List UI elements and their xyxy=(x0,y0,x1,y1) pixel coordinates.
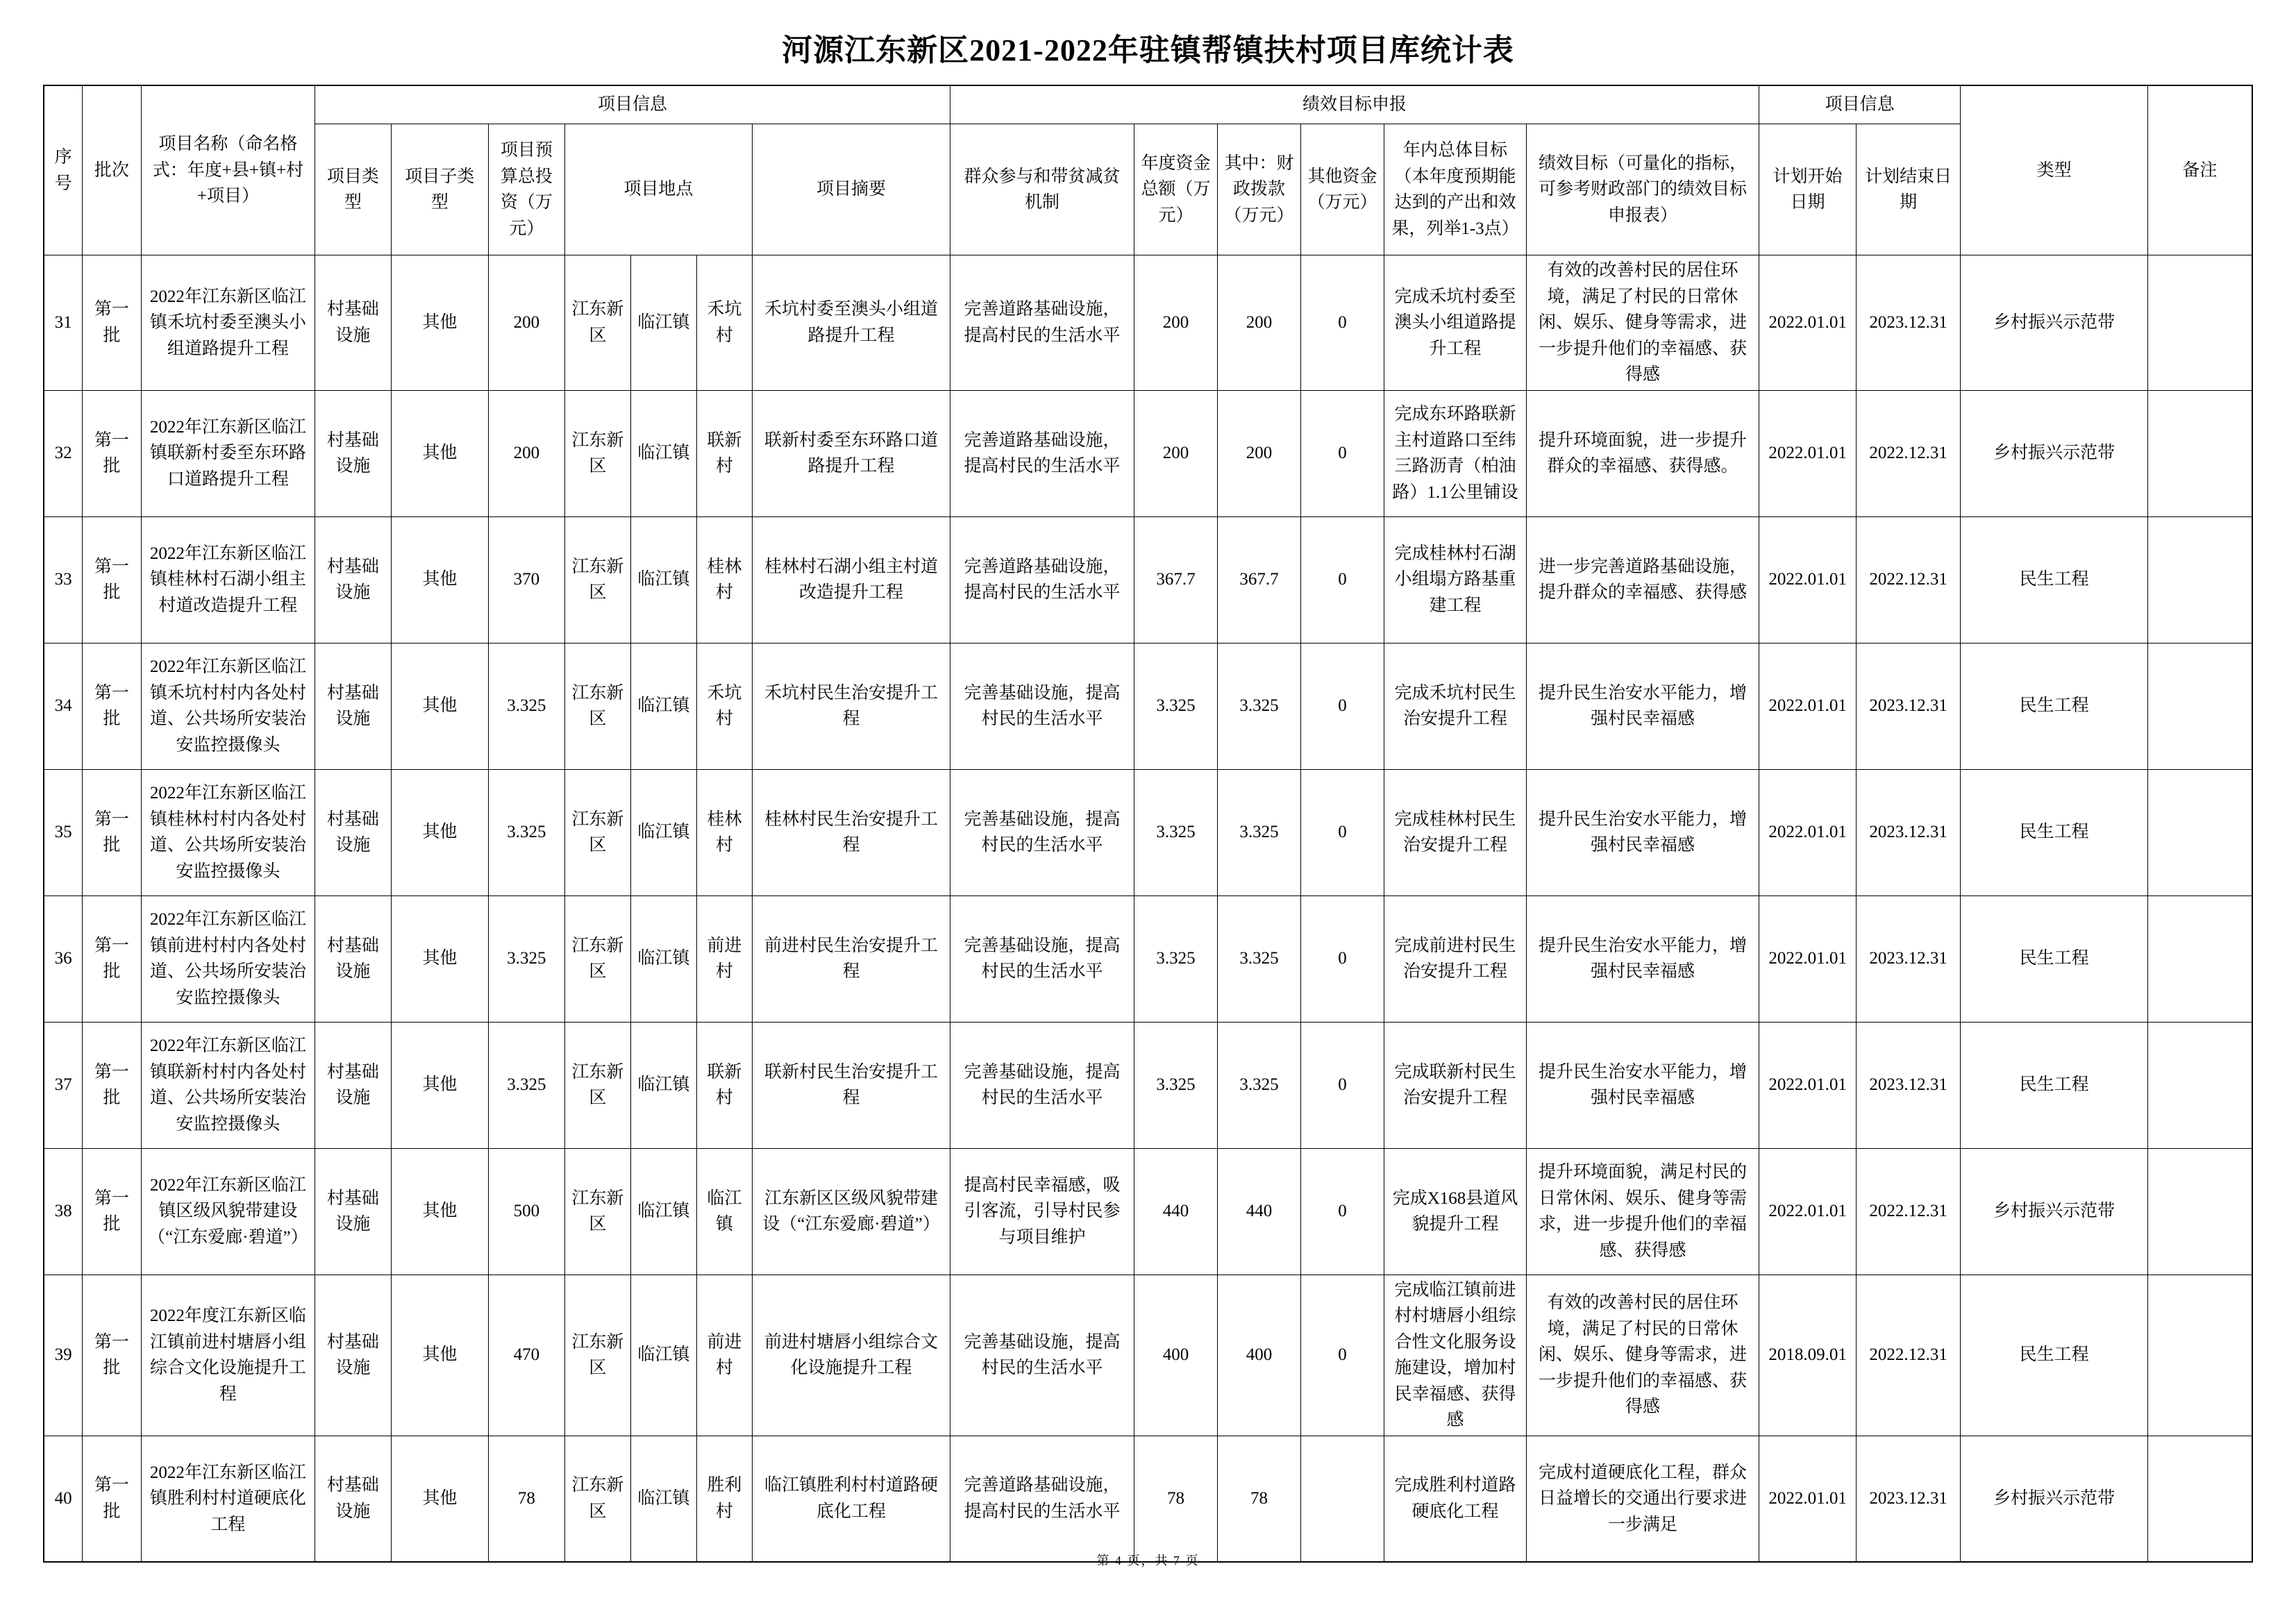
cell-type: 民生工程 xyxy=(1961,516,2148,643)
cell-project-name: 2022年江东新区临江镇禾坑村委至澳头小组道路提升工程 xyxy=(141,255,315,391)
cell-end-date: 2022.12.31 xyxy=(1857,1275,1961,1436)
table-row xyxy=(44,516,2252,643)
cell-remark xyxy=(2148,1436,2252,1562)
cell-perf-goal: 提升环境面貌，进一步提升群众的幸福感、获得感。 xyxy=(1527,390,1759,516)
col-header-type: 类型 xyxy=(1961,85,2148,255)
cell-annual-fund: 78 xyxy=(1134,1436,1218,1562)
cell-batch: 第一批 xyxy=(82,1436,141,1562)
cell-batch: 第一批 xyxy=(82,769,141,895)
cell-budget: 200 xyxy=(488,255,564,391)
cell-other-fund: 0 xyxy=(1301,1022,1384,1148)
cell-other-fund xyxy=(1301,1436,1384,1562)
cell-location-village: 前进村 xyxy=(696,1275,752,1436)
cell-annual-fund: 200 xyxy=(1134,390,1218,516)
col-header-location: 项目地点 xyxy=(564,124,752,255)
col-header-project-subtype: 项目子类型 xyxy=(391,124,488,255)
cell-batch: 第一批 xyxy=(82,1275,141,1436)
cell-location-town: 临江镇 xyxy=(630,895,696,1022)
cell-mechanism: 完善基础设施，提高村民的生活水平 xyxy=(950,1275,1134,1436)
cell-budget: 200 xyxy=(488,390,564,516)
cell-perf-goal: 提升环境面貌，满足村民的日常休闲、娱乐、健身等需求，进一步提升他们的幸福感、获得感 xyxy=(1527,1148,1759,1275)
table-row xyxy=(44,390,2252,516)
cell-seq: 31 xyxy=(44,255,82,391)
cell-project-type: 村基础设施 xyxy=(315,390,391,516)
cell-budget: 78 xyxy=(488,1436,564,1562)
cell-remark xyxy=(2148,516,2252,643)
col-group-project-info-2: 项目信息 xyxy=(1759,85,1961,124)
cell-perf-goal: 提升民生治安水平能力，增强村民幸福感 xyxy=(1527,643,1759,769)
cell-summary: 江东新区区级风貌带建设（“江东爱廊·碧道”） xyxy=(752,1148,950,1275)
cell-perf-goal: 提升民生治安水平能力，增强村民幸福感 xyxy=(1527,769,1759,895)
cell-project-subtype: 其他 xyxy=(391,769,488,895)
cell-end-date: 2023.12.31 xyxy=(1857,255,1961,391)
cell-annual-goal: 完成联新村民生治安提升工程 xyxy=(1384,1022,1527,1148)
cell-annual-fund: 3.325 xyxy=(1134,895,1218,1022)
cell-seq: 32 xyxy=(44,390,82,516)
col-header-summary: 项目摘要 xyxy=(752,124,950,255)
cell-project-type: 村基础设施 xyxy=(315,255,391,391)
cell-location-village: 联新村 xyxy=(696,390,752,516)
cell-annual-goal: 完成临江镇前进村村塘唇小组综合性文化服务设施建设，增加村民幸福感、获得感 xyxy=(1384,1275,1527,1436)
cell-annual-fund: 200 xyxy=(1134,255,1218,391)
cell-annual-goal: 完成禾坑村委至澳头小组道路提升工程 xyxy=(1384,255,1527,391)
cell-fiscal-fund: 3.325 xyxy=(1218,643,1301,769)
cell-seq: 35 xyxy=(44,769,82,895)
cell-type: 民生工程 xyxy=(1961,895,2148,1022)
cell-location-town: 临江镇 xyxy=(630,255,696,391)
cell-seq: 37 xyxy=(44,1022,82,1148)
cell-location-village: 联新村 xyxy=(696,1022,752,1148)
page-title: 河源江东新区2021-2022年驻镇帮镇扶村项目库统计表 xyxy=(782,33,1514,67)
cell-location-village: 前进村 xyxy=(696,895,752,1022)
cell-location-district: 江东新区 xyxy=(564,1148,630,1275)
col-header-annual-fund: 年度资金总额（万元） xyxy=(1134,124,1218,255)
cell-remark xyxy=(2148,1022,2252,1148)
cell-project-name: 2022年江东新区临江镇联新村委至东环路口道路提升工程 xyxy=(141,390,315,516)
table-row xyxy=(44,769,2252,895)
cell-project-type: 村基础设施 xyxy=(315,1275,391,1436)
cell-type: 民生工程 xyxy=(1961,643,2148,769)
cell-annual-fund: 400 xyxy=(1134,1275,1218,1436)
cell-location-village: 禾坑村 xyxy=(696,643,752,769)
cell-mechanism: 完善道路基础设施，提高村民的生活水平 xyxy=(950,1436,1134,1562)
cell-other-fund: 0 xyxy=(1301,643,1384,769)
cell-fiscal-fund: 400 xyxy=(1218,1275,1301,1436)
cell-type: 乡村振兴示范带 xyxy=(1961,1148,2148,1275)
cell-location-town: 临江镇 xyxy=(630,643,696,769)
cell-remark xyxy=(2148,255,2252,391)
cell-start-date: 2022.01.01 xyxy=(1759,643,1857,769)
col-header-project-name: 项目名称（命名格式：年度+县+镇+村+项目） xyxy=(141,85,315,255)
table-row xyxy=(44,643,2252,769)
cell-batch: 第一批 xyxy=(82,895,141,1022)
cell-type: 乡村振兴示范带 xyxy=(1961,1436,2148,1562)
cell-location-district: 江东新区 xyxy=(564,516,630,643)
col-header-annual-goal: 年内总体目标（本年度预期能达到的产出和效果，列举1-3点） xyxy=(1384,124,1527,255)
col-header-batch: 批次 xyxy=(82,85,141,255)
cell-batch: 第一批 xyxy=(82,643,141,769)
cell-batch: 第一批 xyxy=(82,390,141,516)
cell-seq: 36 xyxy=(44,895,82,1022)
table-row xyxy=(44,1148,2252,1275)
cell-project-subtype: 其他 xyxy=(391,895,488,1022)
cell-summary: 前进村塘唇小组综合文化设施提升工程 xyxy=(752,1275,950,1436)
table-row xyxy=(44,1022,2252,1148)
cell-project-name: 2022年江东新区临江镇前进村村内各处村道、公共场所安装治安监控摄像头 xyxy=(141,895,315,1022)
cell-location-district: 江东新区 xyxy=(564,390,630,516)
cell-annual-goal: 完成胜利村道路硬底化工程 xyxy=(1384,1436,1527,1562)
cell-type: 乡村振兴示范带 xyxy=(1961,255,2148,391)
cell-mechanism: 完善道路基础设施，提高村民的生活水平 xyxy=(950,516,1134,643)
header-row-groups xyxy=(44,85,2252,124)
cell-budget: 370 xyxy=(488,516,564,643)
col-group-performance: 绩效目标申报 xyxy=(950,85,1759,124)
cell-summary: 前进村民生治安提升工程 xyxy=(752,895,950,1022)
cell-annual-fund: 3.325 xyxy=(1134,643,1218,769)
cell-annual-fund: 440 xyxy=(1134,1148,1218,1275)
cell-remark xyxy=(2148,769,2252,895)
cell-remark xyxy=(2148,895,2252,1022)
cell-location-district: 江东新区 xyxy=(564,895,630,1022)
cell-end-date: 2022.12.31 xyxy=(1857,390,1961,516)
cell-mechanism: 完善道路基础设施，提高村民的生活水平 xyxy=(950,390,1134,516)
cell-annual-fund: 3.325 xyxy=(1134,1022,1218,1148)
cell-fiscal-fund: 367.7 xyxy=(1218,516,1301,643)
cell-perf-goal: 提升民生治安水平能力，增强村民幸福感 xyxy=(1527,895,1759,1022)
cell-location-village: 临江镇 xyxy=(696,1148,752,1275)
table-row xyxy=(44,255,2252,391)
cell-start-date: 2022.01.01 xyxy=(1759,390,1857,516)
cell-annual-goal: 完成东环路联新主村道路口至纬三路沥青（柏油路）1.1公里铺设 xyxy=(1384,390,1527,516)
table-row xyxy=(44,1436,2252,1562)
cell-fiscal-fund: 440 xyxy=(1218,1148,1301,1275)
cell-budget: 3.325 xyxy=(488,1022,564,1148)
cell-perf-goal: 进一步完善道路基础设施，提升群众的幸福感、获得感 xyxy=(1527,516,1759,643)
cell-mechanism: 完善基础设施，提高村民的生活水平 xyxy=(950,1022,1134,1148)
cell-project-type: 村基础设施 xyxy=(315,769,391,895)
cell-project-name: 2022年江东新区临江镇禾坑村村内各处村道、公共场所安装治安监控摄像头 xyxy=(141,643,315,769)
cell-seq: 33 xyxy=(44,516,82,643)
cell-budget: 500 xyxy=(488,1148,564,1275)
cell-project-subtype: 其他 xyxy=(391,643,488,769)
cell-other-fund: 0 xyxy=(1301,1275,1384,1436)
col-header-start-date: 计划开始日期 xyxy=(1759,124,1857,255)
cell-annual-goal: 完成桂林村石湖小组塌方路基重建工程 xyxy=(1384,516,1527,643)
cell-other-fund: 0 xyxy=(1301,895,1384,1022)
cell-project-subtype: 其他 xyxy=(391,1148,488,1275)
col-header-budget: 项目预算总投资（万元） xyxy=(488,124,564,255)
cell-location-village: 胜利村 xyxy=(696,1436,752,1562)
cell-project-type: 村基础设施 xyxy=(315,1436,391,1562)
cell-end-date: 2023.12.31 xyxy=(1857,643,1961,769)
cell-start-date: 2022.01.01 xyxy=(1759,255,1857,391)
cell-mechanism: 提高村民幸福感，吸引客流，引导村民参与项目维护 xyxy=(950,1148,1134,1275)
cell-start-date: 2022.01.01 xyxy=(1759,1022,1857,1148)
cell-other-fund: 0 xyxy=(1301,769,1384,895)
cell-type: 民生工程 xyxy=(1961,1022,2148,1148)
cell-budget: 3.325 xyxy=(488,895,564,1022)
cell-location-district: 江东新区 xyxy=(564,769,630,895)
cell-perf-goal: 提升民生治安水平能力，增强村民幸福感 xyxy=(1527,1022,1759,1148)
cell-summary: 联新村民生治安提升工程 xyxy=(752,1022,950,1148)
cell-other-fund: 0 xyxy=(1301,516,1384,643)
cell-project-subtype: 其他 xyxy=(391,516,488,643)
cell-seq: 39 xyxy=(44,1275,82,1436)
cell-project-name: 2022年度江东新区临江镇前进村塘唇小组综合文化设施提升工程 xyxy=(141,1275,315,1436)
cell-annual-fund: 3.325 xyxy=(1134,769,1218,895)
cell-location-town: 临江镇 xyxy=(630,1022,696,1148)
cell-project-name: 2022年江东新区临江镇联新村村内各处村道、公共场所安装治安监控摄像头 xyxy=(141,1022,315,1148)
col-header-mechanism: 群众参与和带贫减贫机制 xyxy=(950,124,1134,255)
header-row-columns xyxy=(44,124,2252,255)
cell-seq: 40 xyxy=(44,1436,82,1562)
cell-batch: 第一批 xyxy=(82,516,141,643)
cell-batch: 第一批 xyxy=(82,1148,141,1275)
cell-annual-goal: 完成禾坑村民生治安提升工程 xyxy=(1384,643,1527,769)
cell-start-date: 2022.01.01 xyxy=(1759,1148,1857,1275)
cell-seq: 34 xyxy=(44,643,82,769)
cell-location-town: 临江镇 xyxy=(630,1148,696,1275)
col-header-remark: 备注 xyxy=(2148,85,2252,255)
cell-project-subtype: 其他 xyxy=(391,1022,488,1148)
cell-fiscal-fund: 3.325 xyxy=(1218,769,1301,895)
cell-location-district: 江东新区 xyxy=(564,1436,630,1562)
cell-fiscal-fund: 3.325 xyxy=(1218,1022,1301,1148)
cell-budget: 3.325 xyxy=(488,769,564,895)
cell-location-town: 临江镇 xyxy=(630,769,696,895)
cell-other-fund: 0 xyxy=(1301,255,1384,391)
col-header-other-fund: 其他资金（万元） xyxy=(1301,124,1384,255)
cell-perf-goal: 完成村道硬底化工程，群众日益增长的交通出行要求进一步满足 xyxy=(1527,1436,1759,1562)
cell-summary: 桂林村民生治安提升工程 xyxy=(752,769,950,895)
cell-fiscal-fund: 3.325 xyxy=(1218,895,1301,1022)
cell-type: 民生工程 xyxy=(1961,769,2148,895)
cell-mechanism: 完善道路基础设施，提高村民的生活水平 xyxy=(950,255,1134,391)
col-header-perf-goal: 绩效目标（可量化的指标，可参考财政部门的绩效目标申报表） xyxy=(1527,124,1759,255)
cell-location-town: 临江镇 xyxy=(630,1275,696,1436)
cell-perf-goal: 有效的改善村民的居住环境，满足了村民的日常休闲、娱乐、健身等需求，进一步提升他们的幸福感、获得感 xyxy=(1527,255,1759,391)
cell-project-subtype: 其他 xyxy=(391,1436,488,1562)
cell-location-district: 江东新区 xyxy=(564,1275,630,1436)
cell-end-date: 2022.12.31 xyxy=(1857,516,1961,643)
cell-location-town: 临江镇 xyxy=(630,390,696,516)
cell-fiscal-fund: 200 xyxy=(1218,390,1301,516)
page-footer: 第 4 页，共 7 页 xyxy=(1096,1554,1200,1567)
cell-mechanism: 完善基础设施，提高村民的生活水平 xyxy=(950,895,1134,1022)
cell-project-name: 2022年江东新区临江镇桂林村石湖小组主村道改造提升工程 xyxy=(141,516,315,643)
cell-budget: 470 xyxy=(488,1275,564,1436)
col-group-project-info: 项目信息 xyxy=(315,85,950,124)
cell-seq: 38 xyxy=(44,1148,82,1275)
cell-location-village: 禾坑村 xyxy=(696,255,752,391)
cell-start-date: 2018.09.01 xyxy=(1759,1275,1857,1436)
cell-remark xyxy=(2148,390,2252,516)
cell-fiscal-fund: 78 xyxy=(1218,1436,1301,1562)
cell-project-type: 村基础设施 xyxy=(315,1022,391,1148)
cell-end-date: 2023.12.31 xyxy=(1857,1436,1961,1562)
cell-summary: 临江镇胜利村村道路硬底化工程 xyxy=(752,1436,950,1562)
cell-annual-fund: 367.7 xyxy=(1134,516,1218,643)
cell-summary: 禾坑村委至澳头小组道路提升工程 xyxy=(752,255,950,391)
cell-remark xyxy=(2148,643,2252,769)
cell-end-date: 2023.12.31 xyxy=(1857,769,1961,895)
cell-perf-goal: 有效的改善村民的居住环境，满足了村民的日常休闲、娱乐、健身等需求，进一步提升他们的幸福感、获得感 xyxy=(1527,1275,1759,1436)
cell-location-village: 桂林村 xyxy=(696,516,752,643)
cell-project-type: 村基础设施 xyxy=(315,516,391,643)
cell-project-subtype: 其他 xyxy=(391,1275,488,1436)
cell-other-fund: 0 xyxy=(1301,1148,1384,1275)
cell-start-date: 2022.01.01 xyxy=(1759,769,1857,895)
cell-fiscal-fund: 200 xyxy=(1218,255,1301,391)
col-header-fiscal: 其中：财政拨款（万元） xyxy=(1218,124,1301,255)
cell-location-district: 江东新区 xyxy=(564,255,630,391)
cell-project-name: 2022年江东新区临江镇区级风貌带建设（“江东爱廊·碧道”） xyxy=(141,1148,315,1275)
cell-project-name: 2022年江东新区临江镇桂林村村内各处村道、公共场所安装治安监控摄像头 xyxy=(141,769,315,895)
cell-end-date: 2023.12.31 xyxy=(1857,1022,1961,1148)
cell-location-town: 临江镇 xyxy=(630,1436,696,1562)
cell-annual-goal: 完成X168县道风貌提升工程 xyxy=(1384,1148,1527,1275)
cell-end-date: 2022.12.31 xyxy=(1857,1148,1961,1275)
cell-other-fund: 0 xyxy=(1301,390,1384,516)
project-table xyxy=(43,85,2252,1563)
col-header-project-type: 项目类型 xyxy=(315,124,391,255)
cell-budget: 3.325 xyxy=(488,643,564,769)
cell-annual-goal: 完成前进村民生治安提升工程 xyxy=(1384,895,1527,1022)
cell-mechanism: 完善基础设施，提高村民的生活水平 xyxy=(950,769,1134,895)
cell-summary: 联新村委至东环路口道路提升工程 xyxy=(752,390,950,516)
cell-project-type: 村基础设施 xyxy=(315,1148,391,1275)
cell-remark xyxy=(2148,1148,2252,1275)
cell-batch: 第一批 xyxy=(82,1022,141,1148)
cell-remark xyxy=(2148,1275,2252,1436)
cell-batch: 第一批 xyxy=(82,255,141,391)
cell-mechanism: 完善基础设施，提高村民的生活水平 xyxy=(950,643,1134,769)
cell-project-subtype: 其他 xyxy=(391,390,488,516)
cell-project-type: 村基础设施 xyxy=(315,643,391,769)
cell-annual-goal: 完成桂林村民生治安提升工程 xyxy=(1384,769,1527,895)
cell-type: 乡村振兴示范带 xyxy=(1961,390,2148,516)
cell-summary: 桂林村石湖小组主村道改造提升工程 xyxy=(752,516,950,643)
cell-project-name: 2022年江东新区临江镇胜利村村道硬底化工程 xyxy=(141,1436,315,1562)
cell-location-village: 桂林村 xyxy=(696,769,752,895)
cell-project-type: 村基础设施 xyxy=(315,895,391,1022)
cell-start-date: 2022.01.01 xyxy=(1759,1436,1857,1562)
table-row xyxy=(44,1275,2252,1436)
cell-start-date: 2022.01.01 xyxy=(1759,516,1857,643)
cell-location-town: 临江镇 xyxy=(630,516,696,643)
cell-start-date: 2022.01.01 xyxy=(1759,895,1857,1022)
cell-summary: 禾坑村民生治安提升工程 xyxy=(752,643,950,769)
cell-project-subtype: 其他 xyxy=(391,255,488,391)
cell-type: 民生工程 xyxy=(1961,1275,2148,1436)
cell-location-district: 江东新区 xyxy=(564,1022,630,1148)
col-header-end-date: 计划结束日期 xyxy=(1857,124,1961,255)
col-header-seq: 序号 xyxy=(44,85,82,255)
cell-location-district: 江东新区 xyxy=(564,643,630,769)
cell-end-date: 2023.12.31 xyxy=(1857,895,1961,1022)
table-row xyxy=(44,895,2252,1022)
